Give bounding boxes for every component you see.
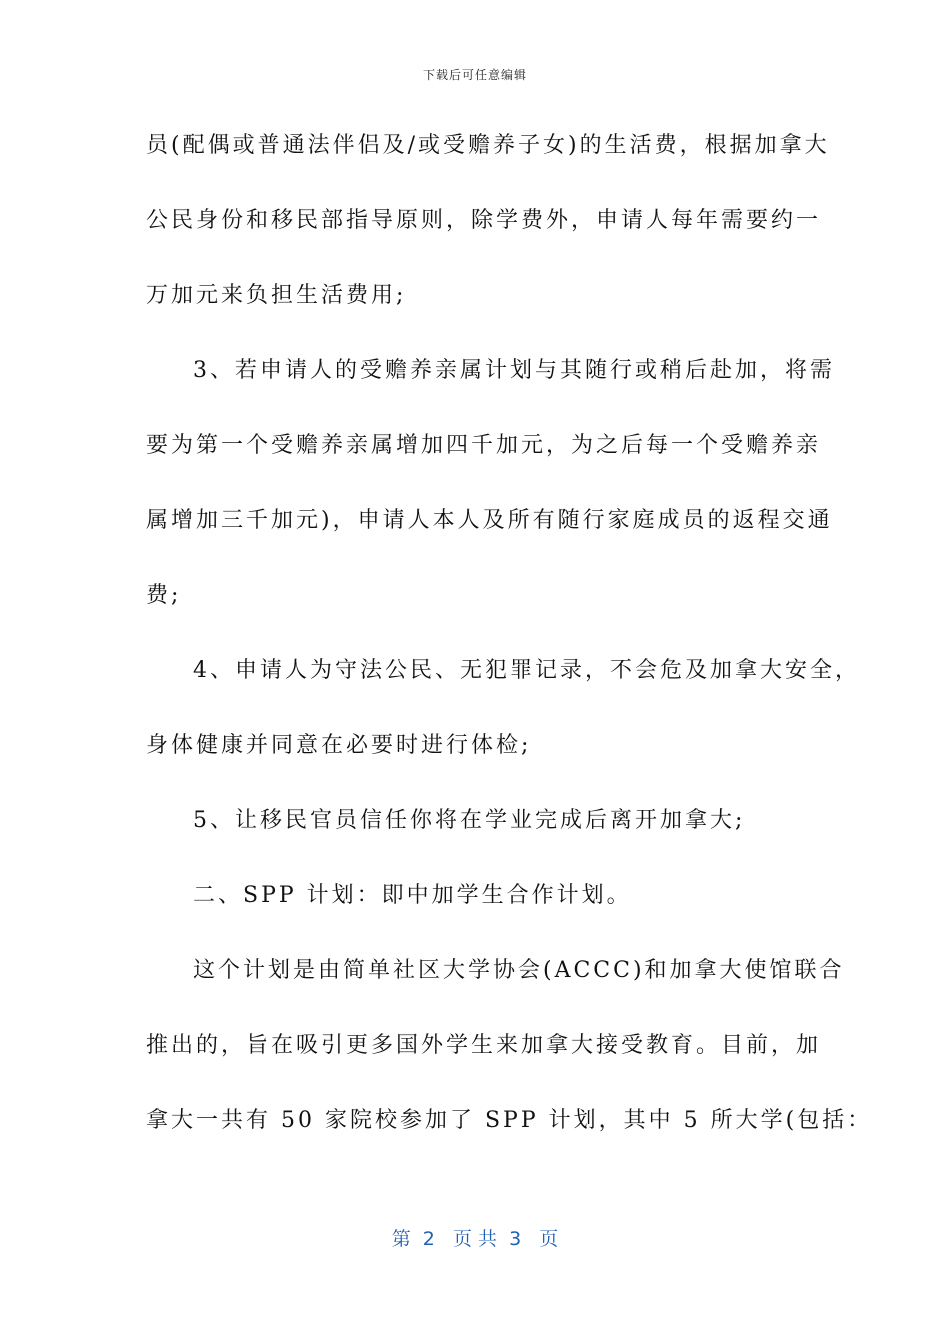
- text-line: 公民身份和移民部指导原则，除学费外，申请人每年需要约一: [146, 208, 822, 233]
- document-body: [146, 126, 873, 1176]
- text-line: 拿大一共有 50 家院校参加了 SPP 计划，其中 5 所大学(包括：: [146, 1108, 873, 1133]
- page-header: 下载后可任意编辑: [422, 68, 527, 82]
- text-line: 属增加三千加元)，申请人本人及所有随行家庭成员的返程交通: [146, 508, 833, 533]
- page-number-footer: 第 2 页 共 3 页: [391, 1228, 559, 1250]
- text-line: 推出的，旨在吸引更多国外学生来加拿大接受教育。目前，加: [146, 1033, 822, 1058]
- text-line: 5、让移民官员信任你将在学业完成后离开加拿大;: [193, 808, 746, 833]
- text-line: 4、申请人为守法公民、无犯罪记录，不会危及加拿大安全，: [193, 658, 860, 683]
- text-line: 3、若申请人的受赡养亲属计划与其随行或稍后赴加，将需: [193, 358, 835, 383]
- text-line: 要为第一个受赡养亲属增加四千加元，为之后每一个受赡养亲: [146, 433, 822, 458]
- text-line: 这个计划是由简单社区大学协会(ACCC)和加拿大使馆联合: [193, 958, 845, 983]
- text-line: 费;: [146, 583, 182, 608]
- text-line: 员(配偶或普通法伴侣及/或受赡养子女)的生活费，根据加拿大: [146, 133, 830, 158]
- text-line: 万加元来负担生活费用;: [146, 283, 407, 308]
- section-heading: 二、SPP 计划：即中加学生合作计划。: [193, 883, 632, 908]
- text-line: 身体健康并同意在必要时进行体检;: [146, 733, 532, 758]
